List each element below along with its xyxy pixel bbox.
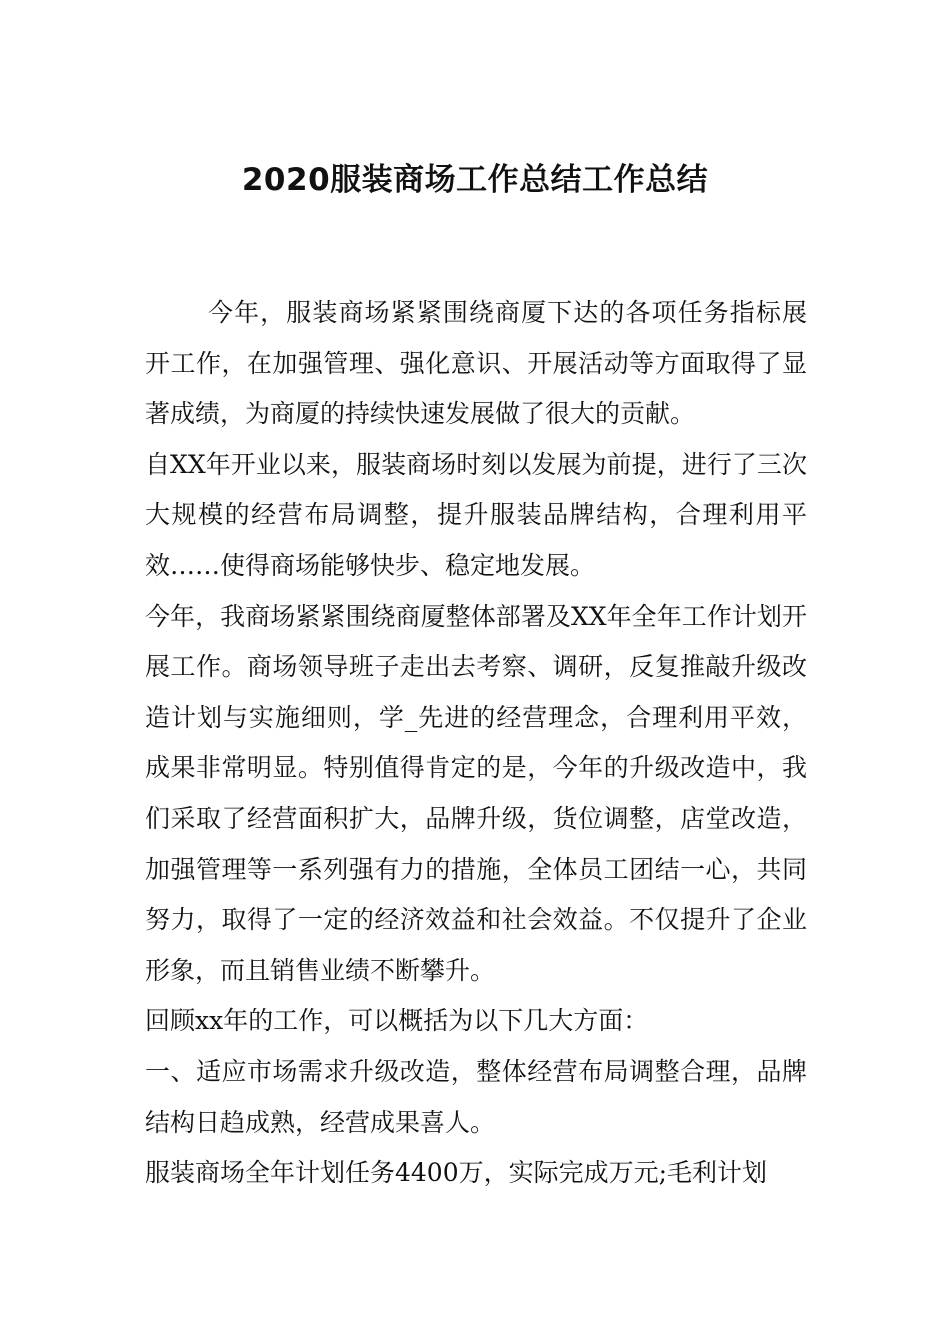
paragraph-history: 自XX年开业以来，服装商场时刻以发展为前提，进行了三次大规模的经营布局调整，提升服装品牌结构，合理利用平效……使得商场能够快步、稳定地发展。 [145, 449, 807, 580]
paragraph-this-year: 今年，我商场紧紧围绕商厦整体部署及XX年全年工作计划开展工作。商场领导班子走出去考察、调研，反复推敲升级改造计划与实施细则，学_先进的经营理念，合理利用平效，成果非常明显。特别值得肯定的是，今年的升级改造中，我们采取了经营面积扩大，品牌升级，货位调整，店堂改造，加强管理等一系列强有力的措施，全体员工团结一心，共同努力，取得了一定的经济效益和社会效益。不仅提升了企业形象，而且销售业绩不断攀升。 [145, 601, 807, 985]
paragraph-review: 回顾xx年的工作，可以概括为以下几大方面： [145, 1006, 649, 1036]
document-body [145, 288, 807, 1199]
paragraph-intro: 今年，服装商场紧紧围绕商厦下达的各项任务指标展开工作，在加强管理、强化意识、开展活动等方面取得了显著成绩，为商厦的持续快速发展做了很大的贡献。 [145, 298, 807, 429]
paragraph-section-one: 一、适应市场需求升级改造，整体经营布局调整合理，品牌结构日趋成熟，经营成果喜人。 [145, 1056, 807, 1137]
paragraph-plan: 服装商场全年计划任务4400万，实际完成万元;毛利计划 [145, 1158, 768, 1188]
document-title: 2020服装商场工作总结工作总结 [241, 162, 709, 198]
